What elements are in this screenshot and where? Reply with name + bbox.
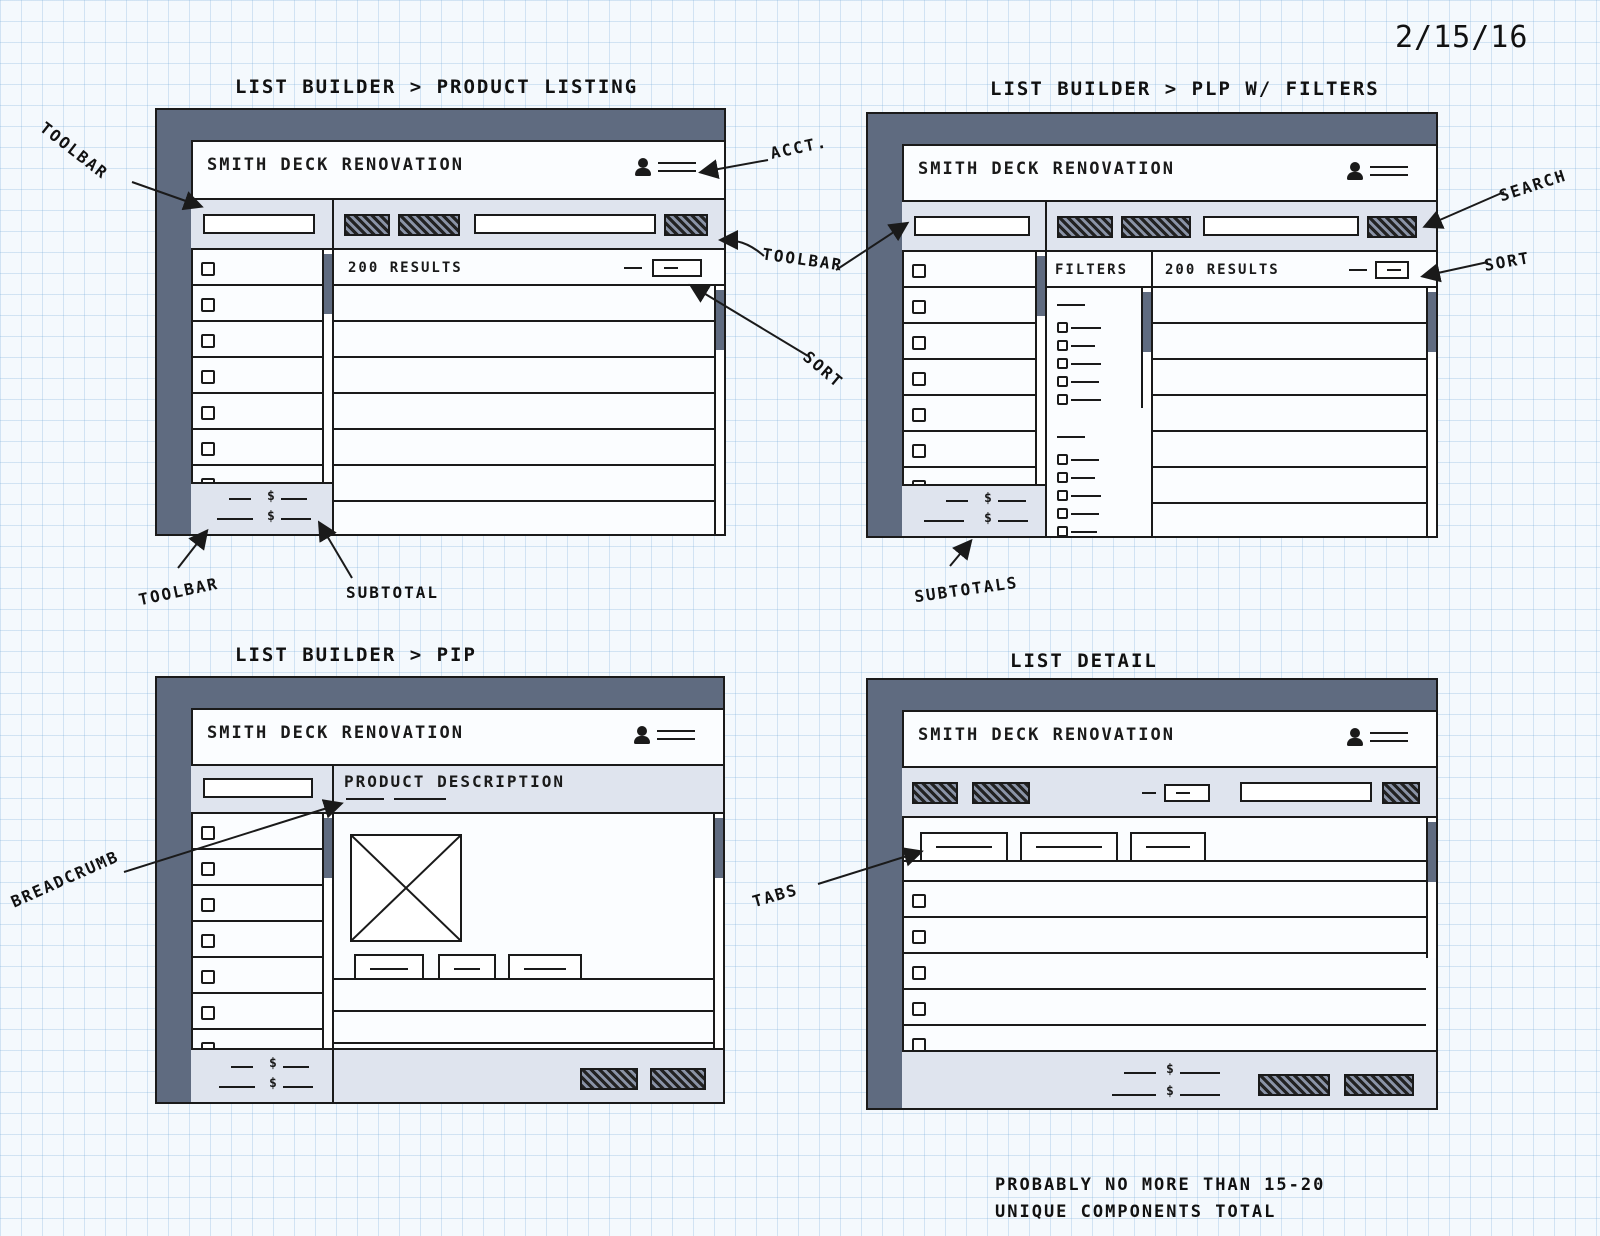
arrow-toolbar-bottom bbox=[178, 532, 206, 568]
annotation-subtotals: SUBTOTALS bbox=[913, 572, 1020, 607]
currency-symbol: $ bbox=[1166, 1062, 1174, 1077]
footnote-line-2: UNIQUE COMPONENTS TOTAL bbox=[995, 1202, 1277, 1222]
caption-plp-filters: LIST BUILDER > PLP W/ FILTERS bbox=[990, 78, 1380, 100]
caption-pip: LIST BUILDER > PIP bbox=[235, 644, 477, 666]
sheet-date: 2/15/16 bbox=[1395, 20, 1529, 55]
annotation-toolbar-top: TOOLBAR bbox=[36, 118, 113, 184]
caption-list-detail: LIST DETAIL bbox=[1010, 650, 1158, 672]
currency-symbol: $ bbox=[267, 509, 275, 524]
project-title: SMITH DECK RENOVATION bbox=[207, 155, 464, 175]
results-count: 200 RESULTS bbox=[348, 260, 463, 276]
arrow-breadcrumb bbox=[124, 804, 340, 872]
arrow-subtotals bbox=[950, 542, 970, 566]
annotation-tabs: TABS bbox=[750, 879, 801, 912]
results-count: 200 RESULTS bbox=[1165, 262, 1280, 278]
annotation-subtotal: SUBTOTAL bbox=[346, 583, 440, 602]
currency-symbol: $ bbox=[984, 491, 992, 506]
arrow-acct bbox=[702, 160, 768, 172]
footnote-line-1: PROBABLY NO MORE THAN 15-20 bbox=[995, 1175, 1326, 1195]
arrow-toolbar-right bbox=[722, 240, 764, 256]
currency-symbol: $ bbox=[1166, 1084, 1174, 1099]
currency-symbol: $ bbox=[269, 1056, 277, 1071]
currency-symbol: $ bbox=[269, 1076, 277, 1091]
project-title: SMITH DECK RENOVATION bbox=[918, 159, 1175, 179]
annotation-breadcrumb: BREADCRUMB bbox=[8, 846, 122, 912]
filters-label: FILTERS bbox=[1055, 262, 1129, 278]
annotation-toolbar-right: TOOLBAR bbox=[761, 244, 845, 275]
annotation-sort-1: SORT bbox=[799, 347, 848, 392]
arrow-sort-2 bbox=[1424, 262, 1488, 276]
annotation-search: SEARCH bbox=[1496, 165, 1570, 206]
arrow-tabs bbox=[818, 852, 920, 884]
currency-symbol: $ bbox=[267, 489, 275, 504]
arrow-toolbar-plp bbox=[836, 224, 906, 270]
arrow-search bbox=[1426, 192, 1504, 226]
annotation-acct: ACCT. bbox=[768, 132, 830, 163]
arrow-sort-1 bbox=[692, 286, 808, 356]
annotation-toolbar-bottom: TOOLBAR bbox=[136, 573, 221, 610]
currency-symbol: $ bbox=[984, 511, 992, 526]
arrow-subtotal bbox=[320, 524, 352, 578]
project-title: SMITH DECK RENOVATION bbox=[918, 725, 1175, 745]
product-description-title: PRODUCT DESCRIPTION bbox=[344, 772, 566, 791]
project-title: SMITH DECK RENOVATION bbox=[207, 723, 464, 743]
arrow-toolbar-top bbox=[132, 182, 200, 206]
caption-product-listing: LIST BUILDER > PRODUCT LISTING bbox=[235, 76, 639, 98]
annotation-sort-2: SORT bbox=[1482, 248, 1532, 275]
